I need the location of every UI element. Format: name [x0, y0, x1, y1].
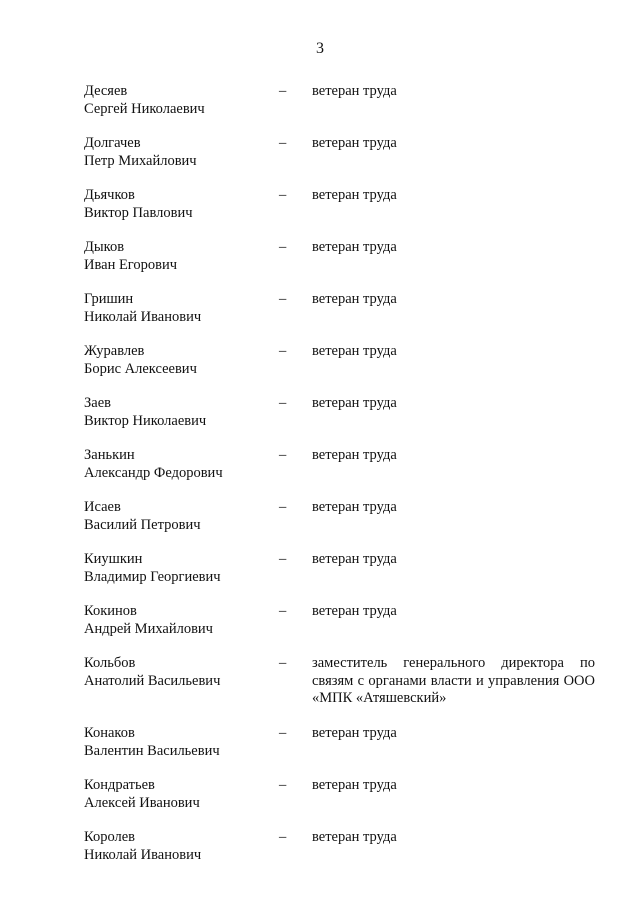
- surname: Конаков: [84, 725, 135, 741]
- surname: Журавлев: [84, 343, 145, 359]
- list-item: [0, 725, 640, 777]
- dash: –: [279, 135, 287, 151]
- given-names: Валентин Васильевич: [84, 742, 220, 759]
- person-name: [84, 603, 274, 638]
- dash: –: [279, 343, 287, 359]
- dash: –: [279, 187, 287, 203]
- given-names: Виктор Николаевич: [84, 412, 207, 429]
- list-item: [0, 135, 640, 187]
- person-name: [84, 239, 274, 274]
- dash: –: [279, 551, 287, 567]
- dash: –: [279, 499, 287, 515]
- role-description: ветеран труда: [312, 551, 397, 567]
- dash: –: [279, 239, 287, 255]
- list-item: [0, 603, 640, 655]
- surname: Занькин: [84, 447, 135, 463]
- surname: Заев: [84, 395, 111, 411]
- surname: Десяев: [84, 83, 128, 99]
- surname: Гришин: [84, 291, 134, 307]
- person-name: [84, 725, 274, 760]
- person-name: [84, 291, 274, 326]
- dash: –: [279, 655, 287, 671]
- dash: –: [279, 725, 287, 741]
- list-item: [0, 777, 640, 829]
- list-item: [0, 343, 640, 395]
- person-name: [84, 343, 274, 378]
- role-description: ветеран труда: [312, 725, 397, 741]
- given-names: Иван Егорович: [84, 256, 178, 273]
- given-names: Алексей Иванович: [84, 794, 200, 811]
- role-description: ветеран труда: [312, 395, 397, 411]
- person-name: [84, 551, 274, 586]
- given-names: Андрей Михайлович: [84, 620, 213, 637]
- surname: Кондратьев: [84, 777, 155, 793]
- surname: Кокинов: [84, 603, 137, 619]
- role-description: ветеран труда: [312, 499, 397, 515]
- list-item: [0, 551, 640, 603]
- person-name: [84, 777, 274, 812]
- list-item: [0, 829, 640, 881]
- given-names: Василий Петрович: [84, 516, 201, 533]
- given-names: Анатолий Васильевич: [84, 672, 221, 689]
- person-name: [84, 499, 274, 534]
- surname: Дьячков: [84, 187, 135, 203]
- given-names: Борис Алексеевич: [84, 360, 197, 377]
- role-description: заместитель генерального директора по связям с органами власти и управления ООО «МПК «Атяшевский»: [312, 655, 595, 706]
- person-name: [84, 395, 274, 430]
- dash: –: [279, 395, 287, 411]
- role-description: ветеран труда: [312, 343, 397, 359]
- surname: Киушкин: [84, 551, 143, 567]
- surname: Дыков: [84, 239, 125, 255]
- dash: –: [279, 603, 287, 619]
- dash: –: [279, 291, 287, 307]
- list-item: [0, 499, 640, 551]
- person-name: [84, 135, 274, 170]
- dash: –: [279, 777, 287, 793]
- list-item: [0, 655, 640, 725]
- role-description: ветеран труда: [312, 135, 397, 151]
- surname: Кольбов: [84, 655, 136, 671]
- list-item: [0, 187, 640, 239]
- person-name: [84, 829, 274, 864]
- given-names: Виктор Павлович: [84, 204, 193, 221]
- person-name: [84, 187, 274, 222]
- dash: –: [279, 829, 287, 845]
- role-description: ветеран труда: [312, 447, 397, 463]
- dash: –: [279, 83, 287, 99]
- surname: Исаев: [84, 499, 121, 515]
- given-names: Владимир Георгиевич: [84, 568, 221, 585]
- given-names: Николай Иванович: [84, 846, 202, 863]
- given-names: Николай Иванович: [84, 308, 202, 325]
- given-names: Сергей Николаевич: [84, 100, 205, 117]
- list-item: [0, 395, 640, 447]
- list-item: [0, 239, 640, 291]
- person-name: [84, 447, 274, 482]
- person-name: [84, 655, 274, 690]
- role-description: ветеран труда: [312, 603, 397, 619]
- role-description: ветеран труда: [312, 291, 397, 307]
- list-item: [0, 83, 640, 135]
- role-description: ветеран труда: [312, 83, 397, 99]
- surname: Королев: [84, 829, 136, 845]
- dash: –: [279, 447, 287, 463]
- role-description: ветеран труда: [312, 187, 397, 203]
- award-list: [0, 83, 640, 881]
- person-name: [84, 83, 274, 118]
- given-names: Александр Федорович: [84, 464, 223, 481]
- given-names: Петр Михайлович: [84, 152, 197, 169]
- page-number: 3: [316, 40, 324, 57]
- role-description: ветеран труда: [312, 777, 397, 793]
- role-description: ветеран труда: [312, 829, 397, 845]
- list-item: [0, 447, 640, 499]
- surname: Долгачев: [84, 135, 141, 151]
- list-item: [0, 291, 640, 343]
- role-description: ветеран труда: [312, 239, 397, 255]
